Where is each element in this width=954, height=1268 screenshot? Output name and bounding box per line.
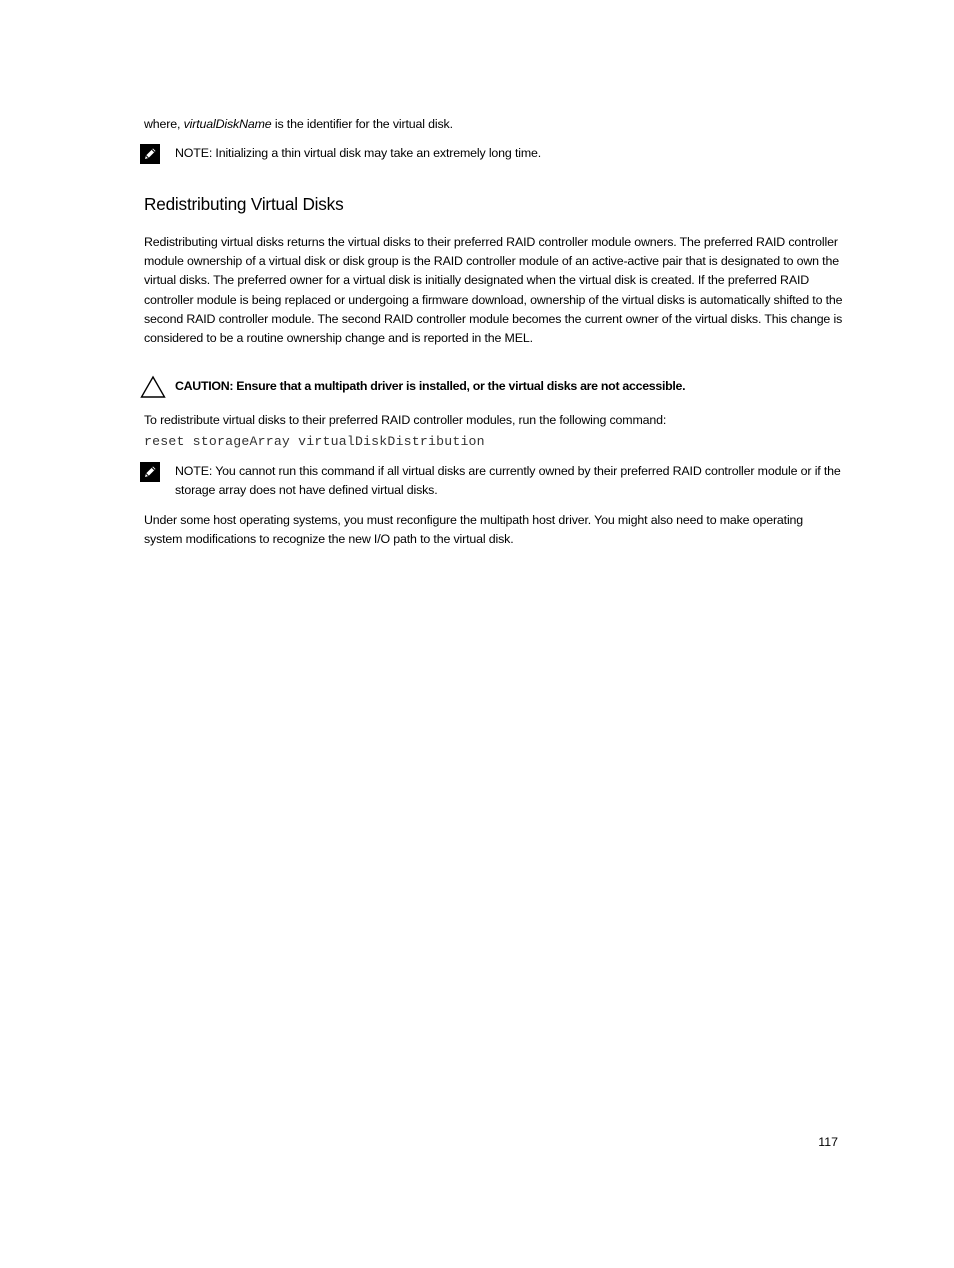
intro-prefix: where,: [144, 117, 184, 131]
page-number: 117: [818, 1135, 838, 1149]
section-paragraph: Redistributing virtual disks returns the virtual disks to their preferred RAID controller module owners. The preferred RAID controller module ownership of a virtual disk or disk group is the RAID controller module of an active-active pair that is designated to own the virtual disks. The preferred owner for a virtual disk is initially designated when the virtual disk is created. If the preferred RAID controller module is being replaced or undergoing a firmware download, ownership of the virtual disks is automatically shifted to the second RAID controller module. The second RAID controller module becomes the current owner of the virtual disks. This change is considered to be a routine ownership change and is reported in the MEL.: [144, 235, 843, 346]
note-body: You cannot run this command if all virtual disks are currently owned by their preferred RAID controller module or if the storage array does not have defined virtual disks.: [175, 464, 841, 498]
note-label: NOTE:: [175, 146, 213, 160]
command-code: reset storageArray virtualDiskDistribution: [144, 434, 485, 449]
intro-term: virtualDiskName: [183, 117, 272, 131]
intro-text: [144, 115, 844, 134]
intro-suffix: is the identifier for the virtual disk.: [271, 117, 453, 131]
command-intro: To redistribute virtual disks to their preferred RAID controller modules, run the following command:: [144, 413, 667, 427]
note-text: [175, 462, 846, 500]
note-label: NOTE:: [175, 464, 213, 478]
warning-triangle-icon: [140, 375, 166, 399]
host-os-paragraph: Under some host operating systems, you must reconfigure the multipath host driver. You might also need to make operating system modifications to recognize the new I/O path to the virtual disk.: [144, 513, 804, 547]
pencil-note-icon: [140, 462, 160, 482]
note-body: Initializing a thin virtual disk may take an extremely long time.: [212, 146, 542, 160]
pencil-note-icon: [140, 144, 160, 164]
caution-text: CAUTION: Ensure that a multipath driver is installed, or the virtual disks are not accessible.: [175, 379, 686, 393]
section-heading: Redistributing Virtual Disks: [144, 194, 344, 214]
note-text: [175, 144, 846, 163]
